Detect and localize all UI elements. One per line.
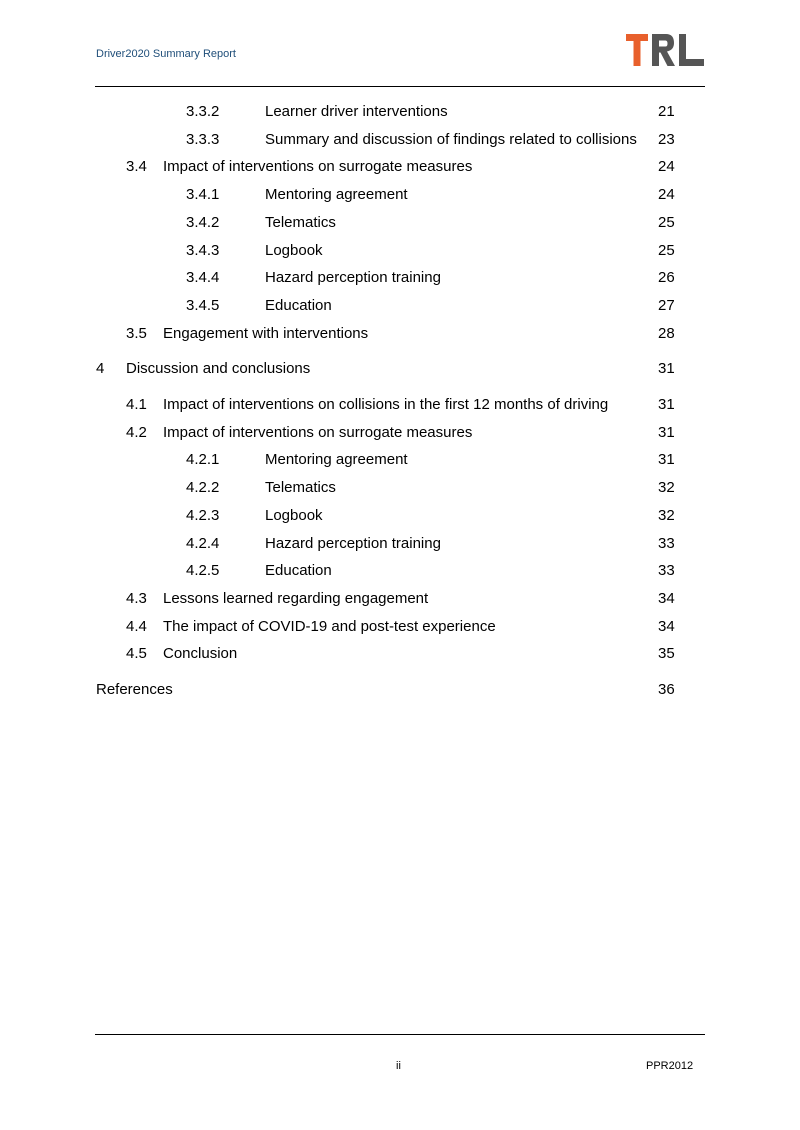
toc-entry-number: 3.4.5	[186, 296, 220, 314]
toc-entry[interactable]	[0, 679, 800, 701]
toc-entry[interactable]	[0, 422, 800, 444]
toc-entry-title: References	[96, 681, 173, 698]
toc-entry-number: 3.4.3	[186, 241, 220, 259]
toc-entry[interactable]	[0, 449, 800, 471]
toc-entry-page: 31	[658, 360, 675, 378]
toc-entry-number: 4.1	[126, 396, 147, 413]
toc-entry-number: 3.4.1	[186, 186, 220, 204]
footer-report-code: PPR2012	[646, 1060, 694, 1072]
toc-entry-number: 4.4	[126, 617, 147, 635]
toc-entry[interactable]	[0, 505, 800, 527]
toc-entry-page: 36	[658, 681, 675, 698]
toc-entry-title: Logbook	[265, 241, 323, 259]
toc-entry-title: Education	[265, 562, 332, 580]
toc-entry-title: Impact of interventions on surrogate measures	[163, 158, 473, 176]
toc-entry-page: 25	[658, 213, 675, 231]
toc-entry-number: 4.2.5	[186, 562, 220, 580]
toc-entry-number: 3.4	[126, 158, 147, 176]
toc-entry-page: 32	[658, 479, 675, 497]
toc-entry-number: 4.2.3	[186, 506, 220, 524]
toc-entry-title: Telematics	[265, 479, 336, 497]
toc-entry-number: 3.3.2	[186, 103, 220, 120]
toc-entry-title: Impact of interventions on collisions in the first 12 months of driving	[163, 396, 609, 413]
toc-entry-number: 3.3.3	[186, 130, 220, 148]
toc-entry-title: Mentoring agreement	[265, 186, 408, 204]
toc-entry-page: 31	[658, 396, 675, 413]
toc-entry-title: Summary and discussion of findings related to collisions	[265, 130, 637, 148]
toc-entry-page: 28	[658, 324, 675, 342]
toc-entry-page: 32	[658, 506, 675, 524]
toc-entry-number: 3.4.2	[186, 213, 220, 231]
footer-page-number: ii	[396, 1060, 401, 1072]
toc-entry-title: Telematics	[265, 213, 336, 231]
toc-entry-number: 4.5	[126, 645, 147, 663]
toc-entry-title: Engagement with interventions	[163, 324, 369, 342]
toc-entry-page: 35	[658, 645, 675, 663]
toc-entry-page: 26	[658, 269, 675, 287]
toc-entry-title: The impact of COVID-19 and post-test experience	[163, 617, 496, 635]
toc-entry-number: 4.2.1	[186, 451, 220, 469]
toc-entry-title: Mentoring agreement	[265, 451, 408, 469]
toc-entry-page: 31	[658, 451, 675, 469]
toc-entry-title: Discussion and conclusions	[126, 360, 311, 378]
toc-entry-title: Lessons learned regarding engagement	[163, 589, 429, 607]
trl-logo	[626, 34, 704, 66]
toc-entry-page: 34	[658, 589, 675, 607]
toc-entry[interactable]	[0, 267, 800, 289]
toc-entry-title: Impact of interventions on surrogate measures	[163, 423, 473, 441]
toc-entry-page: 34	[658, 617, 675, 635]
toc-entry-number: 4.3	[126, 589, 147, 607]
toc-entry-number: 4.2.2	[186, 479, 220, 497]
toc-entry-title: Education	[265, 296, 332, 314]
toc-entry[interactable]	[0, 156, 800, 178]
toc-entry-number: 4.2.4	[186, 534, 220, 552]
toc-entry-number: 3.5	[126, 324, 147, 342]
toc-entry[interactable]	[0, 588, 800, 610]
toc-entry[interactable]	[0, 560, 800, 582]
toc-entry[interactable]	[0, 533, 800, 555]
toc-entry-title: Hazard perception training	[265, 269, 441, 287]
toc-entry-title: Conclusion	[163, 645, 238, 663]
toc-entry[interactable]	[0, 101, 800, 123]
toc-entry-page: 24	[658, 158, 675, 176]
toc-entry[interactable]	[0, 129, 800, 151]
toc-entry-page: 31	[658, 423, 675, 441]
toc-entry[interactable]	[0, 184, 800, 206]
toc-entry[interactable]	[0, 323, 800, 345]
toc-entry[interactable]	[0, 616, 800, 638]
toc-entry[interactable]	[0, 394, 800, 416]
toc-entry-page: 21	[658, 103, 675, 120]
toc-entry-title: Hazard perception training	[265, 534, 441, 552]
toc-entry-page: 25	[658, 241, 675, 259]
toc-entry-page: 23	[658, 130, 675, 148]
toc-entry-title: Logbook	[265, 506, 323, 524]
toc-entry[interactable]	[0, 358, 800, 380]
toc-entry[interactable]	[0, 212, 800, 234]
toc-entry-page: 24	[658, 186, 675, 204]
toc-entry-number: 3.4.4	[186, 269, 220, 287]
toc-entry[interactable]	[0, 643, 800, 665]
toc-entry-number: 4	[96, 360, 105, 378]
toc-entry-page: 27	[658, 296, 675, 314]
report-title: Driver2020 Summary Report	[96, 48, 236, 60]
toc-entry[interactable]	[0, 295, 800, 317]
header-divider	[95, 86, 705, 87]
toc-entry-page: 33	[658, 534, 675, 552]
toc-entry[interactable]	[0, 240, 800, 262]
toc-entry-title: Learner driver interventions	[265, 103, 448, 120]
footer-divider	[95, 1034, 705, 1035]
toc-entry[interactable]	[0, 477, 800, 499]
toc-entry-number: 4.2	[126, 423, 147, 441]
toc-entry-page: 33	[658, 562, 675, 580]
